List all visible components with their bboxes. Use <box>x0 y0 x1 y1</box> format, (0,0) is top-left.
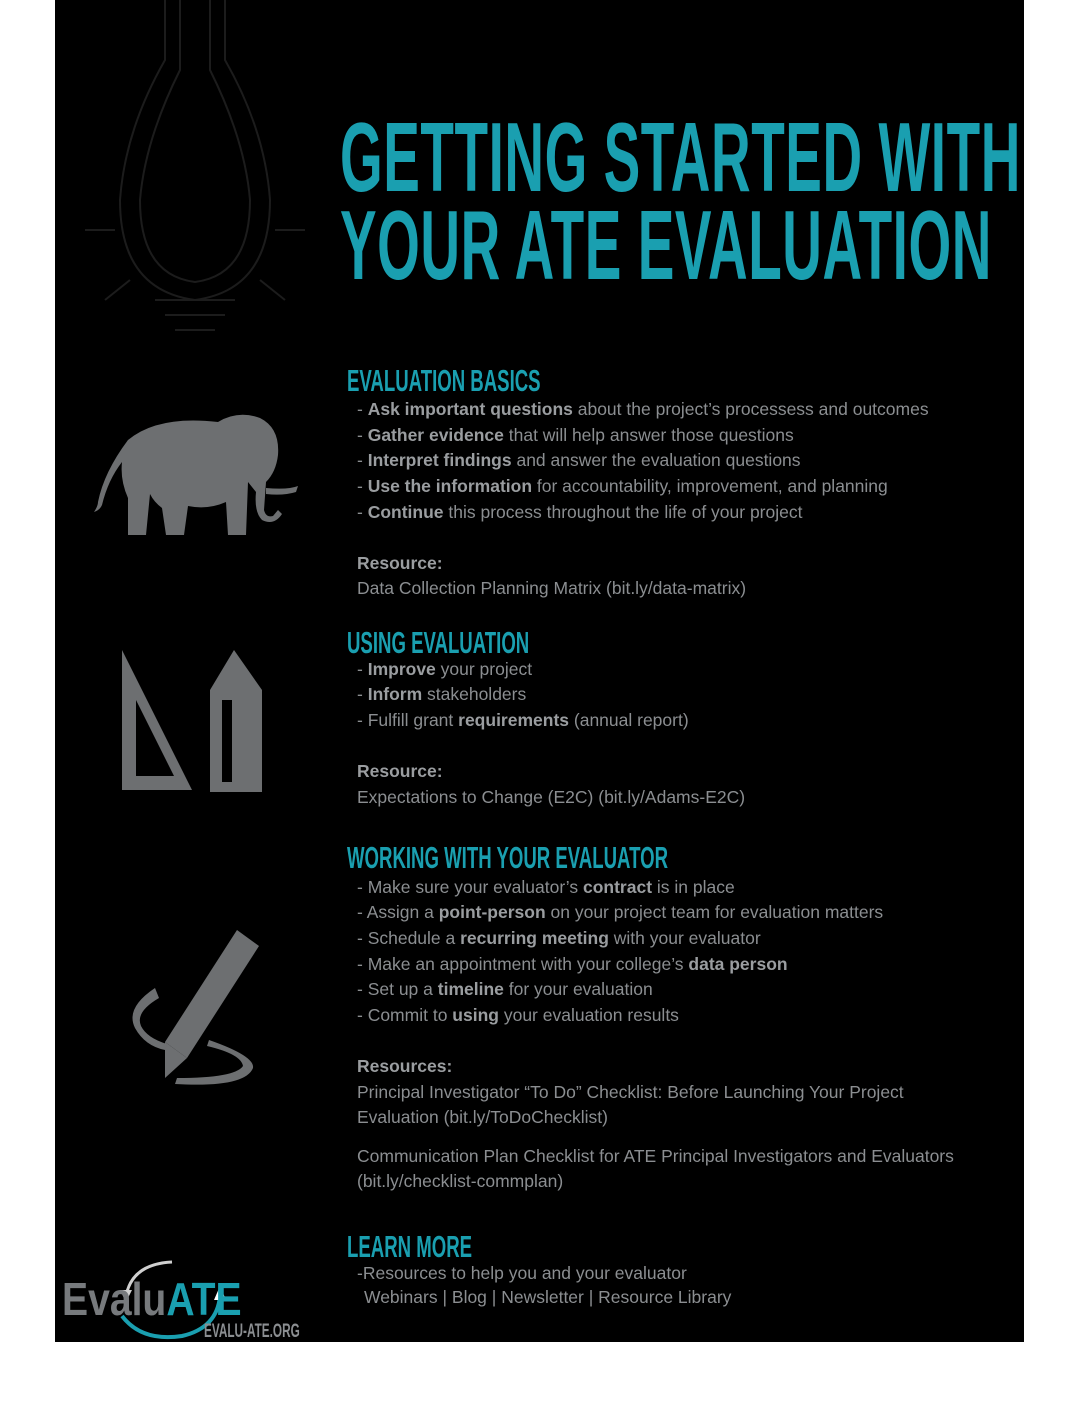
bold-text: Interpret findings <box>367 450 512 470</box>
logo-url[interactable]: EVALU-ATE.ORG <box>204 1321 300 1342</box>
link-newsletter[interactable]: Newsletter <box>501 1287 584 1307</box>
text: your project <box>435 659 533 679</box>
learn-more-text: -Resources to help you and your evaluator <box>357 1263 687 1283</box>
text: - Assign a <box>357 902 439 922</box>
bold-text: Gather evidence <box>367 425 504 445</box>
text: - <box>357 684 368 704</box>
text: about the project’s processess and outcomes <box>572 399 929 419</box>
resource-link[interactable]: Expectations to Change (E2C) (bit.ly/Adams-E2C) <box>357 787 746 807</box>
separator: | <box>583 1287 599 1307</box>
section-heading-evaluation-basics: EVALUATION BASICS <box>347 363 541 398</box>
list-item <box>357 425 794 445</box>
page-title-line2: YOUR ATE EVALUATION <box>340 190 992 300</box>
text: - Fulfill grant <box>357 710 459 730</box>
page-title-line1: GETTING STARTED WITH <box>340 102 1021 212</box>
text: that will help answer those questions <box>503 425 794 445</box>
list-item <box>357 659 532 679</box>
text: is in place <box>652 877 735 897</box>
bold-text: Use the information <box>367 476 533 496</box>
link-resource-library[interactable]: Resource Library <box>598 1287 732 1307</box>
text: - <box>357 502 368 522</box>
text: - Set up a <box>357 979 438 999</box>
resource-link[interactable]: Evaluation (bit.ly/ToDoChecklist) <box>357 1107 608 1127</box>
bold-text: data person <box>688 954 788 974</box>
list-item <box>357 1005 679 1025</box>
separator: | <box>486 1287 502 1307</box>
list-item <box>357 902 883 922</box>
list-item <box>357 710 689 730</box>
resource-link[interactable]: Communication Plan Checklist for ATE Principal Investigators and Evaluators <box>357 1146 954 1166</box>
logo-text-gray: Evalu <box>62 1273 167 1325</box>
list-item <box>357 399 929 419</box>
text: your evaluation results <box>498 1005 679 1025</box>
list-item <box>357 502 802 522</box>
text: - Make an appointment with your college’s <box>357 954 689 974</box>
bold-text: contract <box>582 877 653 897</box>
lightbulb-icon <box>85 0 305 345</box>
resource-label <box>357 761 443 781</box>
list-item <box>357 979 653 999</box>
bold-text: Improve <box>367 659 436 679</box>
pencil-icon <box>125 928 265 1088</box>
bold-text: Ask important questions <box>367 399 573 419</box>
bold-text: Continue <box>367 502 444 522</box>
bold-text: Inform <box>367 684 423 704</box>
separator: | <box>437 1287 452 1307</box>
list-item <box>357 476 888 496</box>
text: stakeholders <box>422 684 527 704</box>
text: on your project team for evaluation matters <box>545 902 884 922</box>
resource-label <box>357 1056 452 1076</box>
text: - <box>357 450 368 470</box>
bold-text: timeline <box>437 979 504 999</box>
text: and answer the evaluation questions <box>511 450 801 470</box>
resource-label <box>357 553 443 573</box>
resource-link[interactable]: Data Collection Planning Matrix (bit.ly/data-matrix) <box>357 578 747 598</box>
text: - <box>357 399 368 419</box>
logo-text-teal: ATE <box>166 1273 242 1325</box>
text: - Commit to <box>357 1005 453 1025</box>
bold-text: using <box>452 1005 499 1025</box>
evaluate-logo[interactable] <box>62 1256 322 1342</box>
resource-link[interactable]: Principal Investigator “To Do” Checklist: Before Launching Your Project <box>357 1082 904 1102</box>
text: with your evaluator <box>608 928 761 948</box>
bold-text: Resource: <box>357 553 443 573</box>
text: - <box>357 425 368 445</box>
learn-more-links <box>364 1287 731 1307</box>
bold-text: point-person <box>438 902 546 922</box>
text: - Make sure your evaluator’s <box>357 877 583 897</box>
section-heading-using-evaluation: USING EVALUATION <box>347 625 530 660</box>
text: for accountability, improvement, and planning <box>532 476 888 496</box>
bold-text: Resource: <box>357 761 443 781</box>
text: - Schedule a <box>357 928 461 948</box>
text: - <box>357 659 368 679</box>
text: - <box>357 476 368 496</box>
link-blog[interactable]: Blog <box>451 1287 487 1307</box>
section-heading-working-with-evaluator: WORKING WITH YOUR EVALUATOR <box>347 840 669 875</box>
text: for your evaluation <box>503 979 653 999</box>
text: this process throughout the life of your project <box>443 502 803 522</box>
bold-text: recurring meeting <box>460 928 609 948</box>
bold-text: requirements <box>458 710 570 730</box>
elephant-icon <box>88 410 303 538</box>
list-item <box>357 877 735 897</box>
resource-link[interactable]: (bit.ly/checklist-commplan) <box>357 1171 564 1191</box>
list-item <box>357 684 526 704</box>
link-webinars[interactable]: Webinars <box>364 1287 438 1307</box>
list-item <box>357 928 761 948</box>
ruler-pencil-icon <box>122 650 267 795</box>
section-heading-learn-more: LEARN MORE <box>347 1229 473 1264</box>
list-item <box>357 954 788 974</box>
list-item <box>357 450 801 470</box>
bold-text: Resources: <box>357 1056 453 1076</box>
text: (annual report) <box>569 710 689 730</box>
